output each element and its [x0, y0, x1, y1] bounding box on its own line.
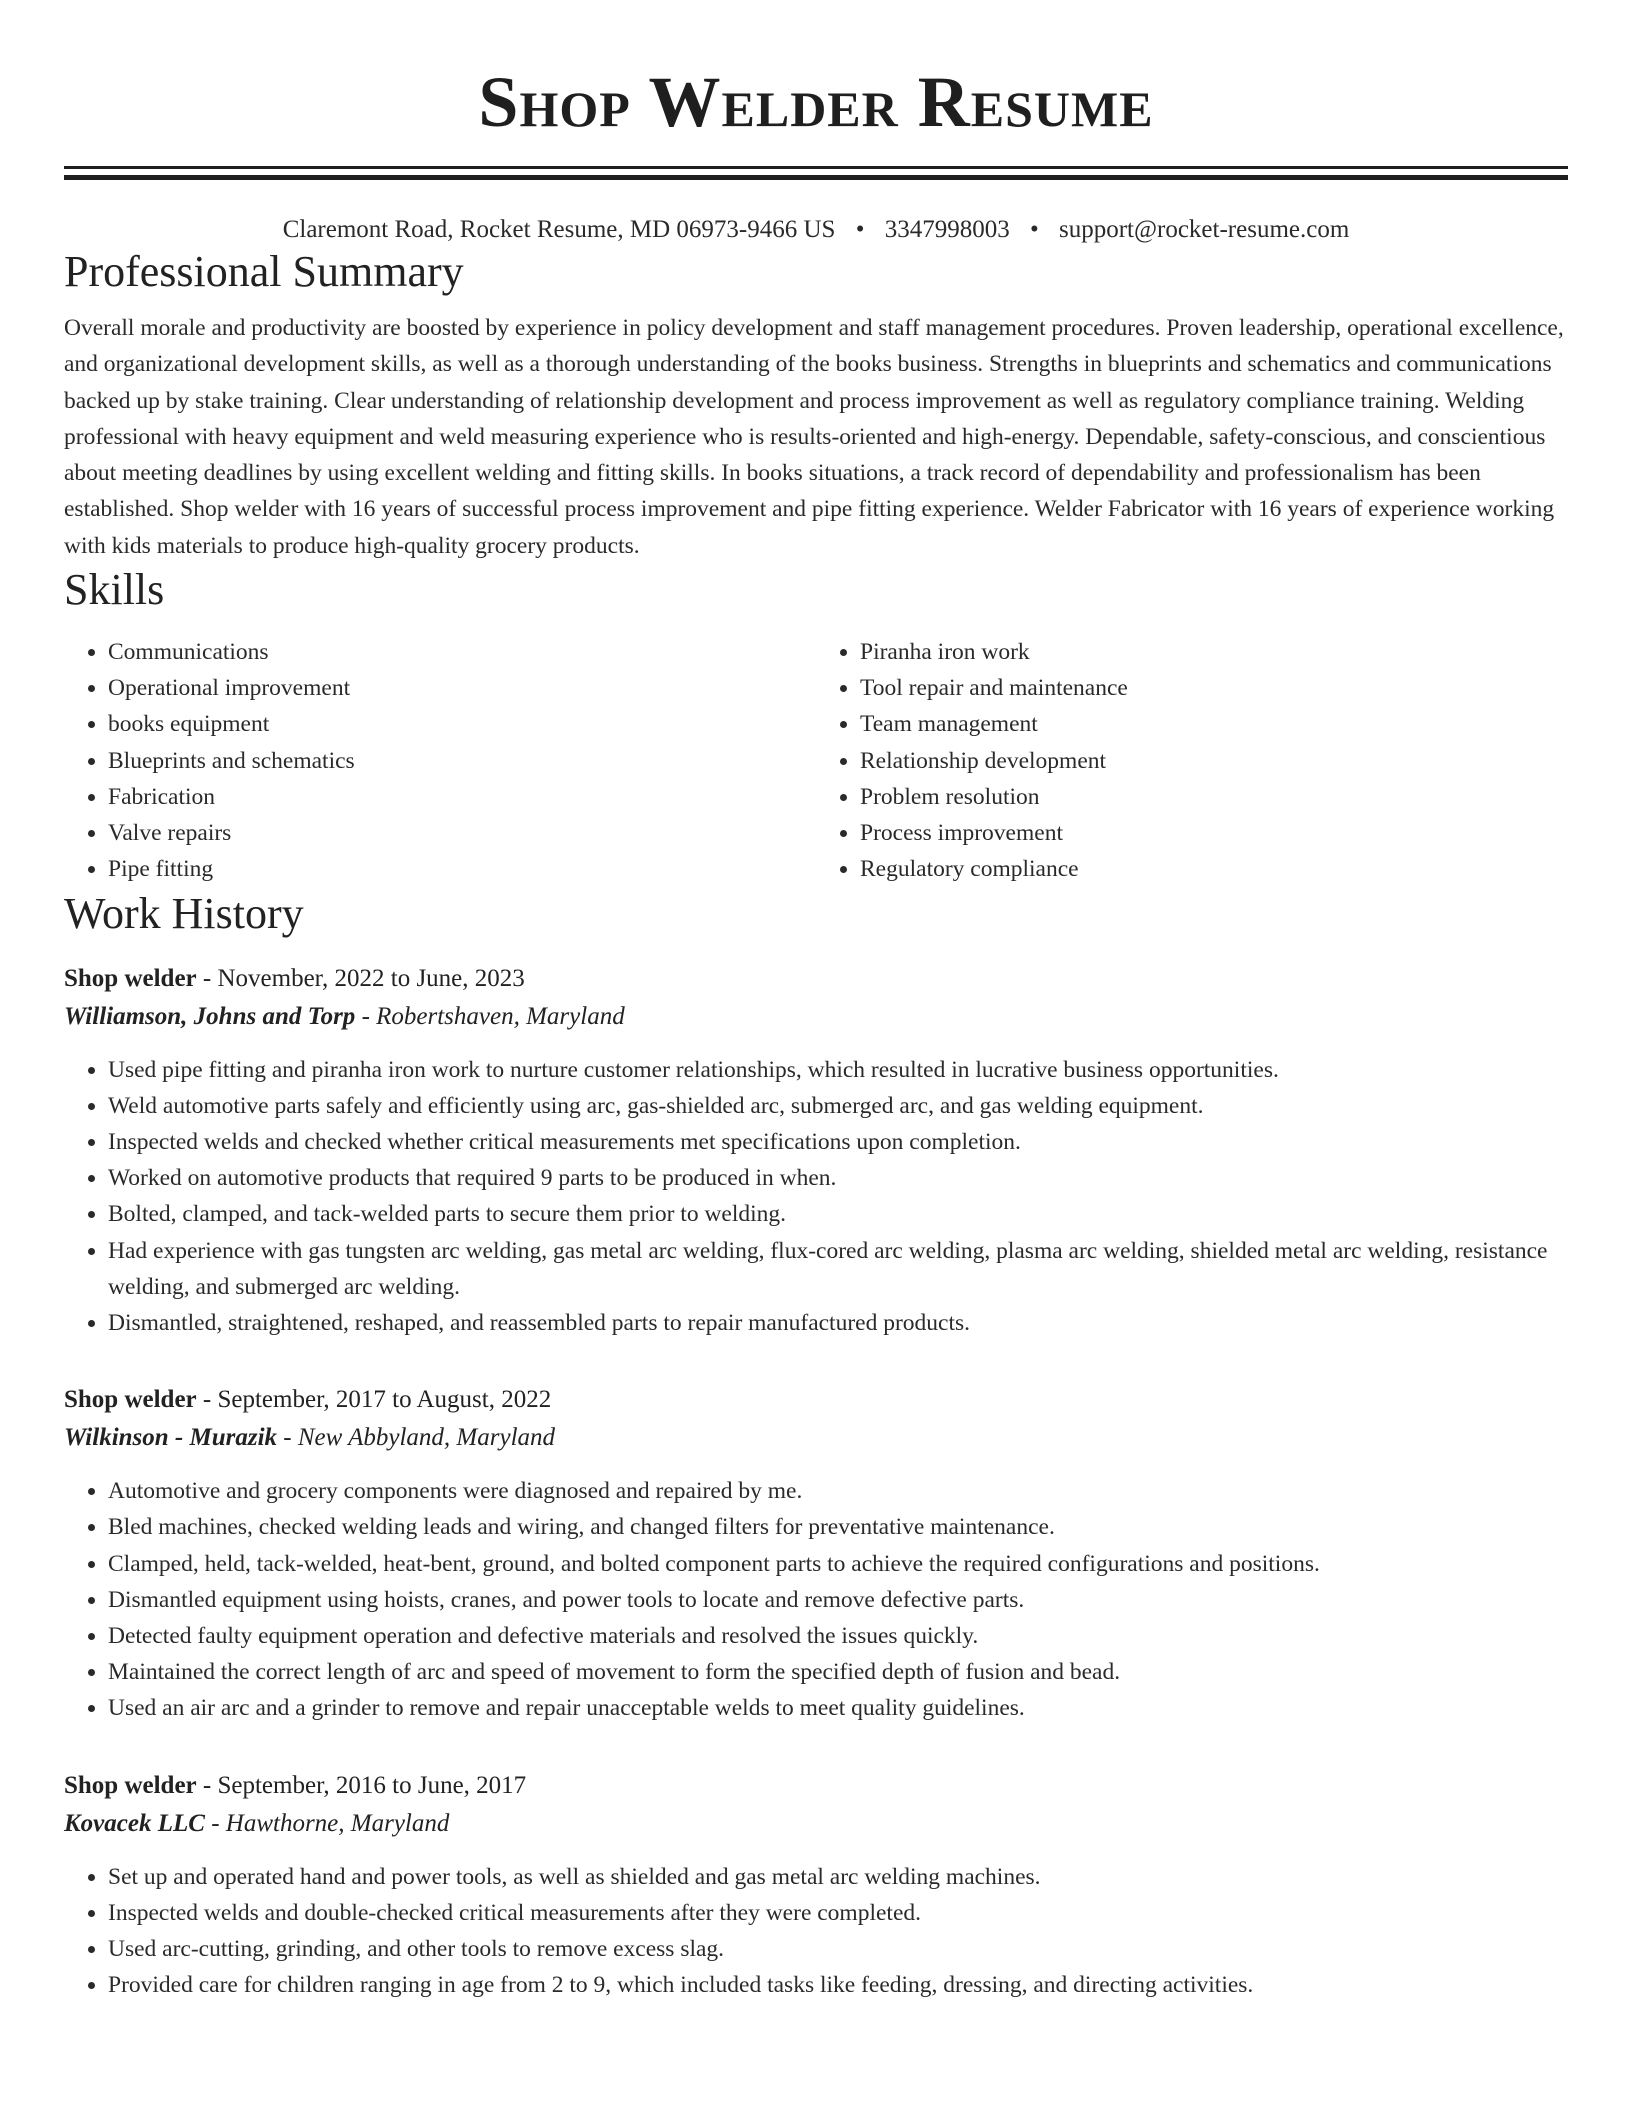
job-entry	[64, 1381, 1568, 1726]
job-entry	[64, 960, 1568, 1342]
skill-item: • Blueprints and schematics	[108, 743, 816, 779]
skill-item: • Pipe fitting	[108, 851, 816, 887]
skill-item: • Problem resolution	[860, 779, 1568, 815]
title-divider-thin	[64, 166, 1568, 169]
duty-item: • Clamped, held, tack-welded, heat-bent, ground, and bolted component parts to achieve the required configurations and positions.	[108, 1546, 1568, 1582]
job-company-line: Wilkinson - Murazik - New Abbyland, Maryland	[64, 1424, 556, 1452]
job-location: Robertshaven, Maryland	[376, 1002, 625, 1030]
skill-item: • Valve repairs	[108, 815, 816, 851]
skill-item: • Tool repair and maintenance	[860, 670, 1568, 706]
skills-list	[64, 634, 1568, 887]
duty-item: • Worked on automotive products that required 9 parts to be produced in when.	[108, 1160, 1568, 1196]
skill-item: • Communications	[108, 634, 816, 670]
summary-text: Overall morale and productivity are boosted by experience in policy development and staff management procedures. Proven leadership, operational excellence, and organizational development skills, as well as a thorough understanding of the books business. Strengths in blueprints and schematics and communications backed up by stake training. Clear understanding of relationship development and process improvement as well as regulatory compliance training. Welding professional with heavy equipment and weld measuring experience who is results-oriented and high-energy. Dependable, safety-conscious, and conscientious about meeting deadlines by using excellent welding and fitting skills. In books situations, a track record of dependability and professionalism has been established. Shop welder with 16 years of successful process improvement and pipe fitting experience. Welder Fabricator with 16 years of experience working with kids materials to produce high-quality grocery products.	[64, 315, 1564, 559]
duty-item: • Maintained the correct length of arc and speed of movement to form the specified depth of fusion and bead.	[108, 1654, 1568, 1690]
job-title-line: Shop welder - September, 2016 to June, 2017	[64, 1771, 527, 1799]
job-company: Williamson, Johns and Torp	[64, 1002, 356, 1030]
duty-item: • Had experience with gas tungsten arc welding, gas metal arc welding, flux-cored arc welding, plasma arc welding, shielded metal arc welding, resistance welding, and submerged arc welding.	[108, 1233, 1568, 1305]
job-dates: November, 2022 to June, 2023	[217, 964, 525, 992]
job-location: Hawthorne, Maryland	[225, 1809, 450, 1837]
duty-item: • Used pipe fitting and piranha iron work to nurture customer relationships, which resulted in lucrative business opportunities.	[108, 1052, 1568, 1088]
skill-item: • books equipment	[108, 706, 816, 742]
title-divider-thick	[64, 175, 1568, 180]
job-company-line: Williamson, Johns and Torp - Robertshaven, Maryland	[64, 1002, 625, 1030]
duty-item: • Inspected welds and double-checked critical measurements after they were completed.	[108, 1895, 1568, 1931]
job-location: New Abbyland, Maryland	[297, 1424, 556, 1452]
job-title-line: Shop welder - November, 2022 to June, 2023	[64, 964, 525, 992]
duty-item: • Used an air arc and a grinder to remove and repair unacceptable welds to meet quality guidelines.	[108, 1690, 1568, 1726]
job-company: Wilkinson - Murazik	[64, 1424, 278, 1452]
duty-item: • Bolted, clamped, and tack-welded parts to secure them prior to welding.	[108, 1196, 1568, 1232]
skills-heading: Skills	[64, 565, 165, 615]
duty-item: • Detected faulty equipment operation and defective materials and resolved the issues quickly.	[108, 1618, 1568, 1654]
contact-email: support@rocket-resume.com	[1058, 216, 1350, 243]
skill-item: • Process improvement	[860, 815, 1568, 851]
job-duties	[64, 1473, 1568, 1726]
skill-item: • Regulatory compliance	[860, 851, 1568, 887]
contact-phone: 3347998003	[884, 216, 1010, 243]
duty-item: • Set up and operated hand and power tools, as well as shielded and gas metal arc welding machines.	[108, 1859, 1568, 1895]
duty-item: • Dismantled, straightened, reshaped, and reassembled parts to repair manufactured products.	[108, 1305, 1568, 1341]
job-title: Shop welder	[64, 964, 197, 992]
duty-item: • Automotive and grocery components were diagnosed and repaired by me.	[108, 1473, 1568, 1509]
work-history-heading: Work History	[64, 888, 304, 938]
contact-address: Claremont Road, Rocket Resume, MD 06973-9466 US	[282, 216, 836, 243]
skill-item: • Team management	[860, 706, 1568, 742]
job-title: Shop welder	[64, 1771, 197, 1799]
job-dates: September, 2016 to June, 2017	[217, 1771, 527, 1799]
job-title-line: Shop welder - September, 2017 to August, 2022	[64, 1386, 552, 1414]
contact-line	[64, 214, 1568, 246]
duty-item: • Dismantled equipment using hoists, cranes, and power tools to locate and remove defective parts.	[108, 1582, 1568, 1618]
job-entry	[64, 1767, 1568, 2004]
duty-item: • Bled machines, checked welding leads and wiring, and changed filters for preventative maintenance.	[108, 1509, 1568, 1545]
job-title: Shop welder	[64, 1386, 197, 1414]
resume-title: Shop Welder Resume	[478, 62, 1154, 142]
job-company-line: Kovacek LLC - Hawthorne, Maryland	[64, 1809, 450, 1837]
job-company: Kovacek LLC	[64, 1809, 205, 1837]
skill-item: • Piranha iron work	[860, 634, 1568, 670]
skills-column-left	[64, 634, 816, 887]
job-dates: September, 2017 to August, 2022	[217, 1386, 552, 1414]
contact-separator: •	[855, 216, 865, 243]
skills-column-right	[816, 634, 1568, 887]
duty-item: • Weld automotive parts safely and efficiently using arc, gas-shielded arc, submerged arc, and gas welding equipment.	[108, 1088, 1568, 1124]
skill-item: • Relationship development	[860, 743, 1568, 779]
contact-separator: •	[1029, 216, 1039, 243]
job-duties	[64, 1859, 1568, 2004]
job-duties	[64, 1052, 1568, 1342]
duty-item: • Used arc-cutting, grinding, and other tools to remove excess slag.	[108, 1931, 1568, 1967]
summary-heading: Professional Summary	[64, 247, 464, 296]
duty-item: • Provided care for children ranging in age from 2 to 9, which included tasks like feeding, dressing, and directing activities.	[108, 1967, 1568, 2003]
skill-item: • Fabrication	[108, 779, 816, 815]
skill-item: • Operational improvement	[108, 670, 816, 706]
duty-item: • Inspected welds and checked whether critical measurements met specifications upon completion.	[108, 1124, 1568, 1160]
